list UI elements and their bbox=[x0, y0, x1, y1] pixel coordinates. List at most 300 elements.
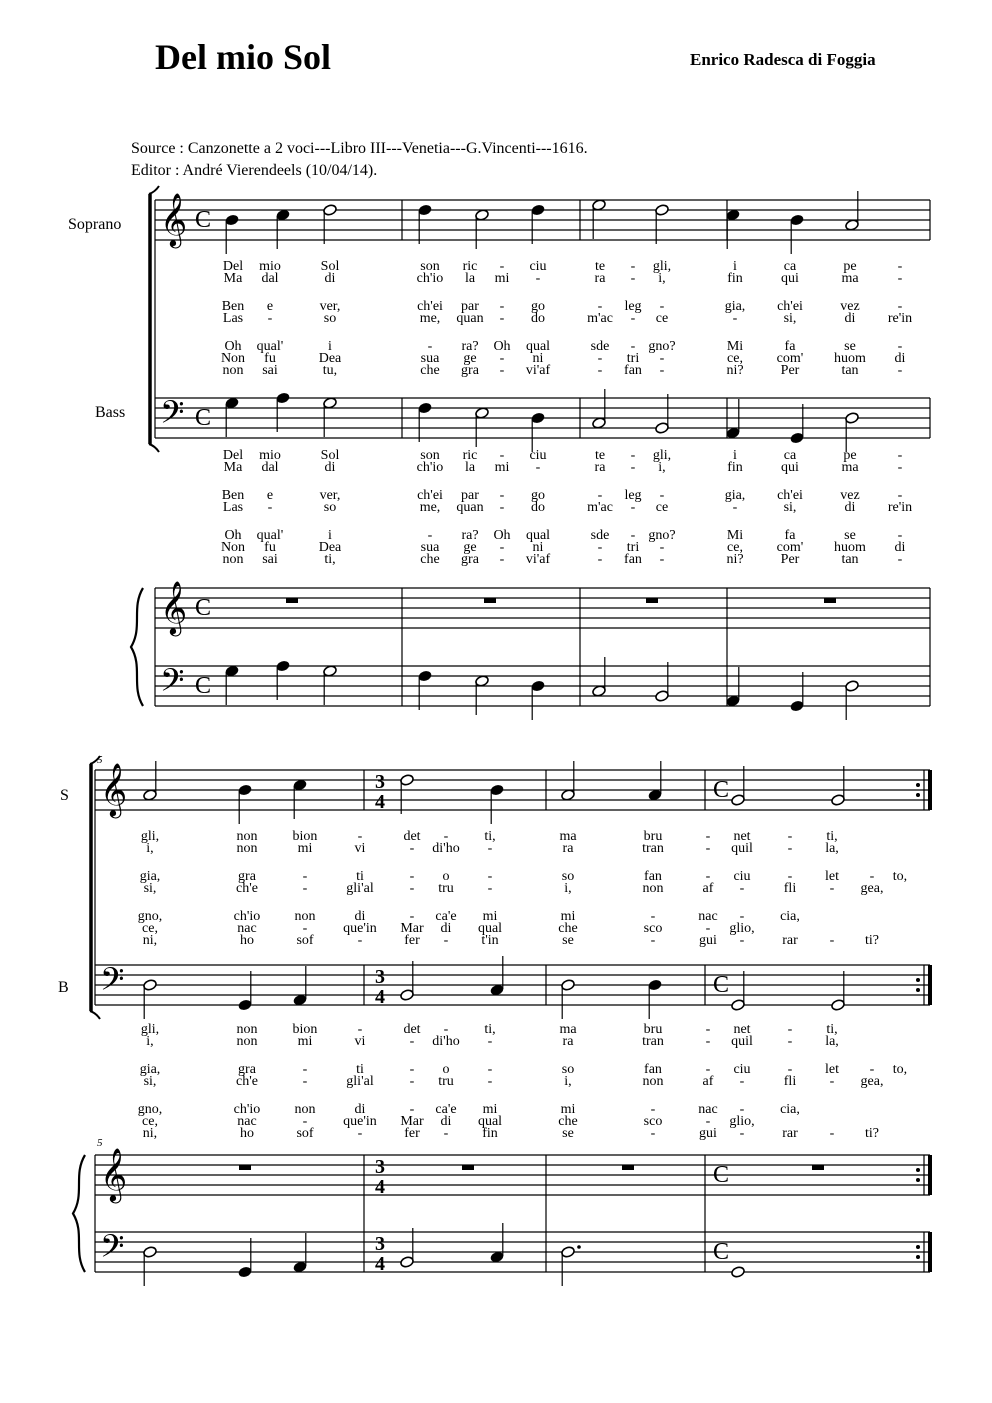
lyric-syllable: gli, bbox=[140, 1022, 160, 1037]
lyric-syllable: - bbox=[409, 1074, 415, 1089]
lyric-syllable: sde bbox=[590, 528, 610, 543]
lyric-syllable: qual bbox=[525, 339, 551, 354]
lyric-syllable: - bbox=[705, 829, 711, 844]
repeat-dot bbox=[916, 783, 920, 787]
repeat-dot bbox=[916, 1255, 920, 1259]
lyric-syllable: - bbox=[705, 1022, 711, 1037]
lyric-syllable: - bbox=[897, 528, 903, 543]
note-head bbox=[731, 794, 746, 807]
time-signature-common: C bbox=[713, 1162, 730, 1188]
lyric-syllable: mi bbox=[482, 909, 498, 924]
lyric-syllable: ch'e bbox=[236, 1074, 258, 1089]
note-head bbox=[790, 700, 805, 713]
lyric-syllable: - bbox=[897, 271, 903, 286]
lyric-syllable: se bbox=[562, 933, 574, 948]
lyric-syllable: det bbox=[403, 1022, 421, 1037]
note-head bbox=[400, 989, 415, 1002]
lyric-syllable: to, bbox=[892, 869, 908, 884]
lyric-syllable: vez bbox=[840, 488, 860, 503]
lyric-syllable: fin bbox=[727, 460, 743, 475]
lyric-syllable: cia, bbox=[780, 909, 800, 924]
note-head bbox=[276, 660, 291, 673]
lyric-syllable: huom bbox=[834, 540, 866, 555]
lyric-syllable: - bbox=[897, 488, 903, 503]
note-head bbox=[561, 979, 576, 992]
lyric-syllable: non bbox=[642, 1074, 664, 1089]
lyric-syllable: quil bbox=[731, 1034, 753, 1049]
time-signature-common: C bbox=[713, 972, 730, 998]
lyric-syllable: non bbox=[642, 881, 664, 896]
lyric-syllable: af bbox=[702, 881, 714, 896]
lyric-syllable: Oh bbox=[493, 339, 511, 354]
lyric-syllable: gli, bbox=[140, 829, 160, 844]
note-head bbox=[490, 1251, 505, 1264]
time-signature-top: 3 bbox=[375, 771, 385, 793]
repeat-dot bbox=[916, 793, 920, 797]
lyric-syllable: gno? bbox=[648, 339, 676, 354]
lyric-syllable: - bbox=[659, 540, 665, 555]
whole-rest bbox=[622, 1165, 634, 1170]
lyric-syllable: di bbox=[354, 909, 366, 924]
note-head bbox=[490, 984, 505, 997]
lyric-syllable: Non bbox=[220, 351, 246, 366]
lyric-syllable: que'in bbox=[343, 1114, 377, 1129]
lyric-syllable: - bbox=[650, 1102, 656, 1117]
lyric-syllable: vez bbox=[840, 299, 860, 314]
lyric-syllable: fu bbox=[264, 351, 276, 366]
lyric-syllable: - bbox=[443, 1126, 449, 1141]
lyric-syllable: fer bbox=[404, 1126, 420, 1141]
lyric-syllable: - bbox=[787, 869, 793, 884]
note-head bbox=[648, 979, 663, 992]
lyric-syllable: - bbox=[630, 500, 636, 515]
lyric-syllable: nac bbox=[698, 909, 718, 924]
lyric-syllable: - bbox=[302, 1114, 308, 1129]
lyric-syllable: se bbox=[844, 528, 856, 543]
lyric-syllable: so bbox=[323, 500, 337, 515]
lyric-syllable: ch'ei bbox=[777, 488, 803, 503]
lyric-syllable: di bbox=[844, 311, 856, 326]
lyric-syllable: fin bbox=[727, 271, 743, 286]
lyric-syllable: fan bbox=[624, 552, 642, 567]
time-signature-bottom: 4 bbox=[375, 1253, 385, 1275]
note-head bbox=[655, 690, 670, 703]
lyric-syllable: ver, bbox=[319, 299, 341, 314]
lyric-syllable: Dea bbox=[318, 540, 342, 555]
lyric-syllable: non bbox=[294, 909, 316, 924]
lyric-syllable: bru bbox=[643, 829, 663, 844]
lyric-syllable: - bbox=[597, 299, 603, 314]
lyric-syllable: se bbox=[844, 339, 856, 354]
lyric-syllable: nac bbox=[237, 921, 257, 936]
repeat-dot bbox=[916, 1245, 920, 1249]
lyric-syllable: ciu bbox=[529, 448, 547, 463]
lyric-syllable: rar bbox=[782, 933, 798, 948]
lyric-syllable: gea, bbox=[860, 1074, 884, 1089]
lyric-syllable: - bbox=[443, 933, 449, 948]
note-head bbox=[561, 789, 576, 802]
lyric-syllable: af bbox=[702, 1074, 714, 1089]
lyric-syllable: - bbox=[897, 363, 903, 378]
lyric-syllable: re'in bbox=[887, 500, 913, 515]
lyric-syllable: go bbox=[531, 488, 545, 503]
note-head bbox=[293, 994, 308, 1007]
lyric-syllable: si, bbox=[783, 500, 797, 515]
note-head bbox=[790, 214, 805, 227]
lyric-syllable: qui bbox=[781, 271, 799, 286]
lyric-syllable: mio bbox=[259, 448, 281, 463]
lyric-syllable: gli'al bbox=[346, 1074, 374, 1089]
lyric-syllable: - bbox=[705, 869, 711, 884]
note-head bbox=[293, 779, 308, 792]
lyric-syllable: - bbox=[597, 351, 603, 366]
lyric-syllable: ch'ei bbox=[417, 488, 443, 503]
note-head bbox=[726, 209, 741, 222]
lyric-syllable: sco bbox=[643, 921, 663, 936]
lyric-syllable: sua bbox=[420, 540, 440, 555]
lyric-syllable: to, bbox=[892, 1062, 908, 1077]
lyric-syllable: bion bbox=[292, 1022, 318, 1037]
lyric-syllable: - bbox=[409, 1102, 415, 1117]
lyric-syllable: qui bbox=[781, 460, 799, 475]
lyric-syllable: - bbox=[487, 1062, 493, 1077]
time-signature-common: C bbox=[713, 777, 730, 803]
note-head bbox=[475, 675, 490, 688]
lyric-syllable: quil bbox=[731, 841, 753, 856]
staff-label-bass-short: B bbox=[58, 979, 69, 996]
lyric-syllable: ce, bbox=[142, 1114, 158, 1129]
lyric-syllable: tran bbox=[642, 1034, 664, 1049]
lyric-syllable: - bbox=[499, 488, 505, 503]
lyric-syllable: gia, bbox=[724, 488, 746, 503]
lyric-syllable: ni bbox=[532, 351, 544, 366]
lyric-syllable: sua bbox=[420, 351, 440, 366]
note-head bbox=[831, 999, 846, 1012]
lyric-syllable: Sol bbox=[320, 448, 340, 463]
note-head bbox=[731, 1266, 746, 1279]
lyric-syllable: Per bbox=[780, 363, 800, 378]
lyric-syllable: - bbox=[897, 460, 903, 475]
lyric-syllable: tan bbox=[841, 363, 859, 378]
lyric-syllable: - bbox=[897, 448, 903, 463]
lyric-syllable: par bbox=[461, 299, 479, 314]
lyric-syllable: ti? bbox=[865, 1126, 879, 1141]
note-head bbox=[845, 680, 860, 693]
lyric-syllable: so bbox=[561, 1062, 575, 1077]
lyric-syllable: gra bbox=[238, 869, 256, 884]
lyric-syllable: ge bbox=[463, 540, 477, 555]
note-head bbox=[238, 1266, 253, 1279]
lyric-syllable: gra bbox=[461, 552, 479, 567]
lyric-syllable: - bbox=[409, 1062, 415, 1077]
lyric-syllable: - bbox=[267, 311, 273, 326]
note-head bbox=[561, 1246, 576, 1259]
lyric-syllable: i, bbox=[146, 1034, 154, 1049]
lyric-syllable: - bbox=[829, 1126, 835, 1141]
lyric-syllable: dal bbox=[261, 271, 279, 286]
bass-clef: 𝄢 bbox=[160, 664, 185, 706]
lyric-syllable: Ben bbox=[221, 488, 245, 503]
lyric-syllable: - bbox=[897, 552, 903, 567]
lyric-syllable: do bbox=[531, 500, 545, 515]
note-head bbox=[418, 670, 433, 683]
lyric-syllable: - bbox=[705, 1034, 711, 1049]
lyric-syllable: pe bbox=[843, 448, 857, 463]
lyric-syllable: - bbox=[302, 881, 308, 896]
lyric-syllable: ca bbox=[783, 259, 797, 274]
lyric-syllable: - bbox=[487, 1074, 493, 1089]
bracket-hook bbox=[149, 186, 159, 194]
lyric-syllable: - bbox=[499, 259, 505, 274]
lyric-syllable: ch'io bbox=[416, 460, 444, 475]
note-head bbox=[831, 794, 846, 807]
time-signature-bottom: 4 bbox=[375, 986, 385, 1008]
lyric-syllable: Oh bbox=[224, 339, 242, 354]
time-signature-bottom: 4 bbox=[375, 791, 385, 813]
lyric-syllable: fan bbox=[644, 869, 662, 884]
lyric-syllable: - bbox=[499, 552, 505, 567]
lyric-syllable: di bbox=[354, 1102, 366, 1117]
lyric-syllable: - bbox=[357, 933, 363, 948]
lyric-syllable: que'in bbox=[343, 921, 377, 936]
lyric-syllable: ni? bbox=[726, 552, 744, 567]
lyric-syllable: - bbox=[732, 311, 738, 326]
lyric-syllable: bru bbox=[643, 1022, 663, 1037]
note-head bbox=[845, 412, 860, 425]
lyric-syllable: - bbox=[427, 339, 433, 354]
lyric-syllable: si, bbox=[783, 311, 797, 326]
lyric-syllable: sof bbox=[296, 1126, 314, 1141]
lyric-syllable: nac bbox=[698, 1102, 718, 1117]
lyric-syllable: t'in bbox=[481, 933, 499, 948]
lyric-syllable: Del bbox=[222, 448, 244, 463]
note-head bbox=[323, 665, 338, 678]
lyric-syllable: gia, bbox=[724, 299, 746, 314]
lyric-syllable: - bbox=[487, 881, 493, 896]
staff-label-soprano-short: S bbox=[60, 787, 69, 804]
lyric-syllable: la, bbox=[825, 841, 839, 856]
lyric-syllable: ce, bbox=[727, 351, 743, 366]
lyric-syllable: Oh bbox=[493, 528, 511, 543]
treble-clef: 𝄞 bbox=[100, 764, 128, 815]
note-head bbox=[323, 204, 338, 217]
lyric-syllable: let bbox=[825, 869, 839, 884]
whole-rest bbox=[462, 1165, 474, 1170]
lyric-syllable: - bbox=[705, 921, 711, 936]
lyric-syllable: pe bbox=[843, 259, 857, 274]
note-head bbox=[400, 774, 415, 787]
lyric-syllable: qual bbox=[525, 528, 551, 543]
lyric-syllable: ma bbox=[559, 829, 577, 844]
lyric-syllable: - bbox=[659, 488, 665, 503]
lyric-syllable: mi bbox=[482, 1102, 498, 1117]
staff-label-soprano: Soprano bbox=[68, 216, 122, 233]
lyric-syllable: - bbox=[357, 1022, 363, 1037]
lyric-syllable: - bbox=[487, 869, 493, 884]
lyric-syllable: ra bbox=[594, 460, 606, 475]
lyric-syllable: ch'ei bbox=[417, 299, 443, 314]
lyric-syllable: i bbox=[328, 339, 332, 354]
lyric-syllable: ni? bbox=[726, 363, 744, 378]
lyric-syllable: det bbox=[403, 829, 421, 844]
lyric-syllable: ce, bbox=[727, 540, 743, 555]
lyric-syllable: te bbox=[594, 448, 606, 463]
lyric-syllable: quan bbox=[456, 500, 484, 515]
bass-clef: 𝄢 bbox=[100, 1230, 125, 1272]
note-head bbox=[238, 999, 253, 1012]
note-head bbox=[276, 209, 291, 222]
note-head bbox=[418, 402, 433, 415]
lyric-syllable: ge bbox=[463, 351, 477, 366]
lyric-syllable: la bbox=[464, 271, 476, 286]
lyric-syllable: i, bbox=[564, 1074, 572, 1089]
bass-clef: 𝄢 bbox=[160, 396, 185, 438]
lyric-syllable: mi bbox=[297, 841, 313, 856]
lyric-syllable: non bbox=[236, 841, 258, 856]
lyric-syllable: gia, bbox=[139, 869, 161, 884]
lyric-syllable: ti, bbox=[826, 829, 838, 844]
lyric-syllable: di'ho bbox=[432, 841, 460, 856]
note-head bbox=[225, 665, 240, 678]
lyric-syllable: fan bbox=[624, 363, 642, 378]
lyric-syllable: vi'af bbox=[525, 363, 551, 378]
lyric-syllable: i bbox=[733, 259, 737, 274]
time-signature-common: C bbox=[195, 207, 212, 233]
lyric-syllable: - bbox=[739, 881, 745, 896]
lyric-syllable: Mar bbox=[400, 1114, 424, 1129]
lyric-syllable: - bbox=[535, 271, 541, 286]
treble-clef: 𝄞 bbox=[160, 582, 188, 633]
lyric-syllable: so bbox=[323, 311, 337, 326]
lyric-syllable: non bbox=[236, 829, 258, 844]
lyric-syllable: ca'e bbox=[435, 1102, 457, 1117]
lyric-syllable: - bbox=[869, 869, 875, 884]
lyric-syllable: mio bbox=[259, 259, 281, 274]
lyric-syllable: Las bbox=[222, 311, 244, 326]
lyric-syllable: ti, bbox=[324, 552, 336, 567]
whole-rest bbox=[484, 598, 496, 603]
lyric-syllable: tru bbox=[438, 881, 454, 896]
bracket-hook bbox=[90, 1011, 100, 1019]
lyric-syllable: gui bbox=[699, 933, 717, 948]
lyric-syllable: gno, bbox=[137, 1102, 163, 1117]
lyric-syllable: cia, bbox=[780, 1102, 800, 1117]
lyric-syllable: - bbox=[630, 339, 636, 354]
note-head bbox=[655, 422, 670, 435]
lyric-syllable: mi bbox=[494, 460, 510, 475]
lyric-syllable: go bbox=[531, 299, 545, 314]
lyric-syllable: - bbox=[499, 311, 505, 326]
lyric-syllable: - bbox=[897, 259, 903, 274]
lyric-syllable: si, bbox=[143, 1074, 157, 1089]
lyric-syllable: fer bbox=[404, 933, 420, 948]
lyric-syllable: di'ho bbox=[432, 1034, 460, 1049]
lyric-syllable: - bbox=[499, 500, 505, 515]
lyric-syllable: fa bbox=[784, 528, 796, 543]
lyric-syllable: non bbox=[222, 363, 244, 378]
piano-brace bbox=[131, 588, 143, 706]
lyric-syllable: fa bbox=[784, 339, 796, 354]
lyric-syllable: te bbox=[594, 259, 606, 274]
lyric-syllable: tan bbox=[841, 552, 859, 567]
lyric-syllable: tri bbox=[626, 540, 640, 555]
lyric-syllable: sde bbox=[590, 339, 610, 354]
lyric-syllable: ho bbox=[240, 1126, 254, 1141]
lyric-syllable: che bbox=[420, 552, 440, 567]
lyric-syllable: ni, bbox=[142, 933, 158, 948]
lyric-syllable: - bbox=[499, 448, 505, 463]
time-signature-top: 3 bbox=[375, 1233, 385, 1255]
lyric-syllable: gui bbox=[699, 1126, 717, 1141]
lyric-syllable: - bbox=[499, 540, 505, 555]
lyric-syllable: ti, bbox=[484, 829, 496, 844]
lyric-syllable: la, bbox=[825, 1034, 839, 1049]
lyric-syllable: o bbox=[442, 869, 450, 884]
lyric-syllable: ch'io bbox=[233, 1102, 261, 1117]
lyric-syllable: - bbox=[659, 552, 665, 567]
lyric-syllable: ti bbox=[356, 1062, 364, 1077]
lyric-syllable: - bbox=[427, 528, 433, 543]
note-head bbox=[655, 204, 670, 217]
lyric-syllable: net bbox=[733, 829, 751, 844]
note-head bbox=[648, 789, 663, 802]
lyric-syllable: non bbox=[236, 1034, 258, 1049]
lyric-syllable: gli, bbox=[652, 448, 672, 463]
piece-title: Del mio Sol bbox=[155, 37, 331, 77]
lyric-syllable: e bbox=[266, 299, 274, 314]
lyric-syllable: o bbox=[442, 1062, 450, 1077]
note-head bbox=[225, 214, 240, 227]
lyric-syllable: fli bbox=[783, 1074, 797, 1089]
whole-rest bbox=[646, 598, 658, 603]
lyric-syllable: mi bbox=[494, 271, 510, 286]
lyric-syllable: Del bbox=[222, 259, 244, 274]
lyric-syllable: mi bbox=[560, 1102, 576, 1117]
measure-number: 5 bbox=[97, 1137, 103, 1149]
note-head bbox=[400, 1256, 415, 1269]
note-head bbox=[143, 979, 158, 992]
lyric-syllable: e bbox=[266, 488, 274, 503]
lyric-syllable: ra? bbox=[461, 339, 479, 354]
lyric-syllable: - bbox=[302, 1062, 308, 1077]
lyric-syllable: - bbox=[705, 1062, 711, 1077]
lyric-syllable: so bbox=[561, 869, 575, 884]
lyric-syllable: - bbox=[659, 299, 665, 314]
note-head bbox=[475, 407, 490, 420]
lyric-syllable: di bbox=[894, 351, 906, 366]
lyric-syllable: - bbox=[739, 1102, 745, 1117]
note-head bbox=[731, 999, 746, 1012]
editor-line: Editor : André Vierendeels (10/04/14). bbox=[131, 162, 378, 179]
lyric-syllable: - bbox=[630, 460, 636, 475]
lyric-syllable: - bbox=[739, 1126, 745, 1141]
note-head bbox=[323, 397, 338, 410]
lyric-syllable: - bbox=[787, 1062, 793, 1077]
note-head bbox=[726, 695, 741, 708]
lyric-syllable: vi bbox=[354, 841, 366, 856]
lyric-syllable: Sol bbox=[320, 259, 340, 274]
time-signature-common: C bbox=[713, 1239, 730, 1265]
treble-clef: 𝄞 bbox=[100, 1149, 128, 1200]
lyric-syllable: ra bbox=[562, 1034, 574, 1049]
lyric-syllable: - bbox=[535, 460, 541, 475]
dot bbox=[577, 1245, 581, 1249]
lyric-syllable: - bbox=[659, 351, 665, 366]
lyric-syllable: - bbox=[499, 363, 505, 378]
lyric-syllable: - bbox=[499, 351, 505, 366]
lyric-syllable: - bbox=[409, 869, 415, 884]
lyric-syllable: ma bbox=[841, 271, 859, 286]
